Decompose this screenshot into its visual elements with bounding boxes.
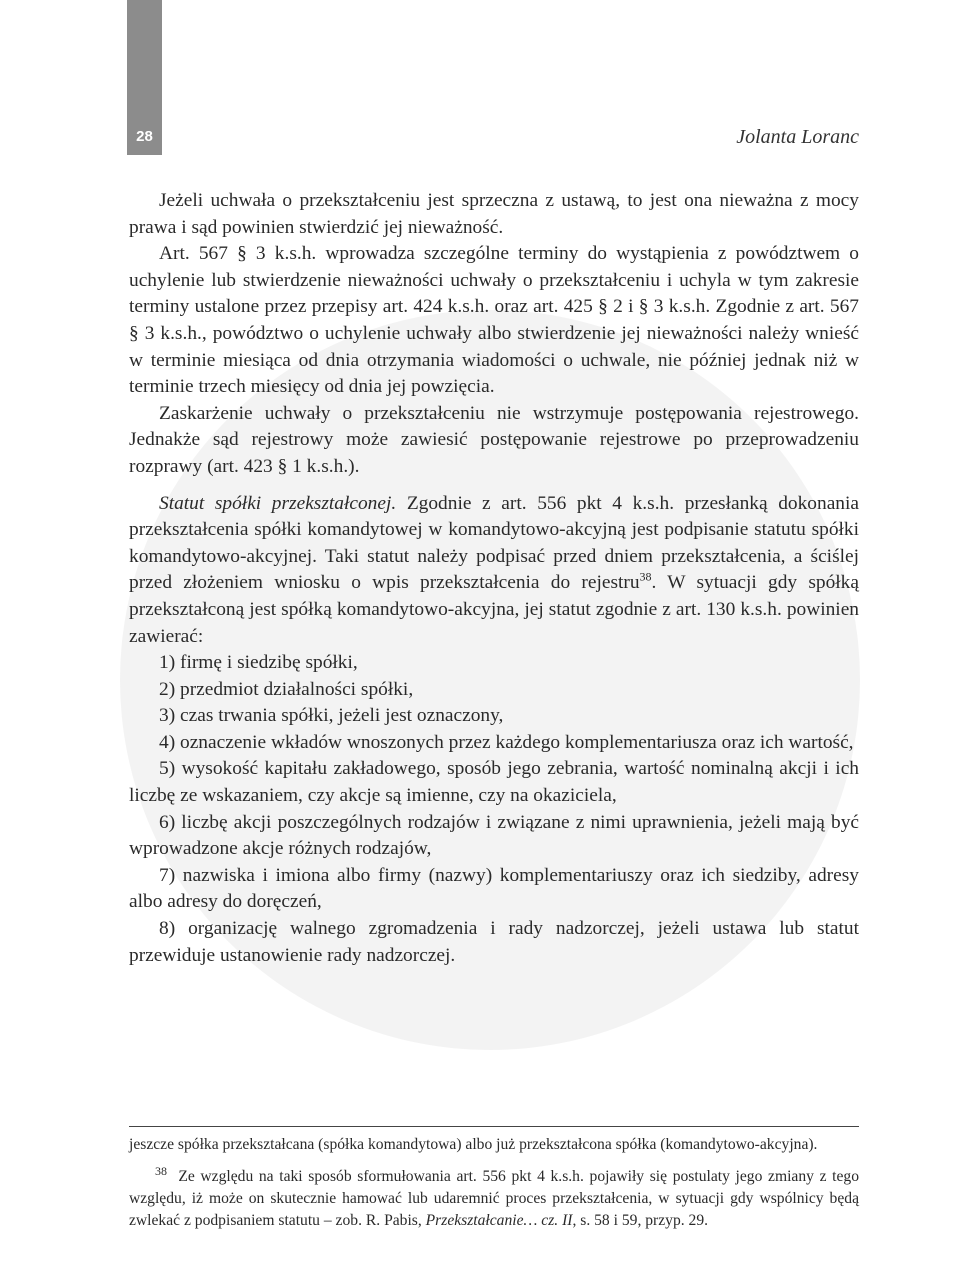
list-item: 3) czas trwania spółki, jeżeli jest oznaczony, xyxy=(159,705,504,727)
page-number: 28 xyxy=(136,128,153,145)
paragraph-text: . W sytuacji gdy spółką przekształconą jest spółką komandytowo-akcyjna, jej statut zgodnie z art. 130 k.s.h. powinien zawierać: xyxy=(129,572,859,647)
paragraph: Zaskarżenie uchwały o przekształceniu nie wstrzymuje postępowania rejestrowego. Jednakże sąd rejestrowy może zawiesić postępowanie rejestrowe po przeprowadzeniu rozprawy (art. 423 § 1 k.s.h.). xyxy=(129,402,859,477)
list-item: 2) przedmiot działalności spółki, xyxy=(159,678,414,700)
list-item: 6) liczbę akcji poszczególnych rodzajów i związane z nimi uprawnienia, jeżeli mają być wprowadzone akcje różnych rodzajów, xyxy=(129,811,859,860)
footnote-ref-38[interactable]: 38 xyxy=(639,569,652,584)
paragraph-text: Zgodnie z art. 556 pkt 4 k.s.h. przesłanką dokonania przekształcenia spółki komandytowej w komandytowo-akcyjną jest podpisanie statutu spółki komandytowo-akcyjnej. Taki statut należy podpisać przed dniem przekształcenia, a ściślej przed złożeniem wniosku o wpis przekształcenia do rejestru xyxy=(129,492,859,594)
running-header-author: Jolanta Loranc xyxy=(736,126,859,148)
main-text xyxy=(129,188,859,969)
footnote-text-end: , s. 58 i 59, przyp. 29. xyxy=(572,1212,709,1229)
list-item: 5) wysokość kapitału zakładowego, sposób jego zebrania, wartość nominalną akcji i ich liczbę ze wskazaniem, czy akcje są imienne, czy na okaziciela, xyxy=(129,758,859,807)
footnote-number: 38 xyxy=(155,1163,167,1178)
footnote-separator xyxy=(129,1126,859,1127)
list-item: 1) firmę i siedzibę spółki, xyxy=(159,652,358,674)
paragraph xyxy=(129,491,859,651)
section-lead-in: Statut spółki przekształconej. xyxy=(159,492,397,514)
paragraph: Art. 567 § 3 k.s.h. wprowadza szczególne terminy do wystąpienia z powództwem o uchylenie lub stwierdzenie nieważności uchwały o przekształceniu i uchyla w tym zakresie terminy ustalone przez przepisy art. 424 k.s.h. oraz art. 425 § 2 i § 3 k.s.h. Zgodnie z art. 567 § 3 k.s.h., powództwo o uchylenie uchwały albo stwierdzenie jej nieważności należy wnieść w terminie miesiąca od dnia otrzymania wiadomości o uchwale, nie później jednak niż w terminie trzech miesięcy od dnia jej powzięcia. xyxy=(129,243,859,398)
list-item: 7) nazwiska i imiona albo firmy (nazwy) komplementariuszy oraz ich siedziby, adresy albo adresy do doręczeń, xyxy=(129,864,859,913)
footnote-text: Ze względu na taki sposób sformułowania art. 556 pkt 4 k.s.h. pojawiły się postulaty jego zmiany z tego względu, iż może on skutecznie hamować lub udaremnić proces przekształcenia, w sytuacji gdy wspólnicy będą zwlekać z podpisaniem statutu – zob. R. Pabis, xyxy=(129,1168,860,1229)
footnote-continuation: jeszcze spółka przekształcana (spółka komandytowa) albo już przekształcona spółka (komandytowo-akcyjna). xyxy=(129,1136,818,1153)
footnote-title: Przekształcanie… cz. II xyxy=(425,1212,573,1229)
list-item: 8) organizację walnego zgromadzenia i rady nadzorczej, jeżeli ustawa lub statut przewiduje ustanowienie rady nadzorczej. xyxy=(129,918,859,966)
footnote-38 xyxy=(129,1163,860,1232)
list-item: 4) oznaczenie wkładów wnoszonych przez każdego komplementariusza oraz ich wartość, xyxy=(159,731,854,753)
footnotes xyxy=(129,1134,859,1232)
paragraph: Jeżeli uchwała o przekształceniu jest sprzeczna z ustawą, to jest ona nieważna z mocy prawa i sąd powinien stwierdzić jej nieważność. xyxy=(129,190,859,238)
